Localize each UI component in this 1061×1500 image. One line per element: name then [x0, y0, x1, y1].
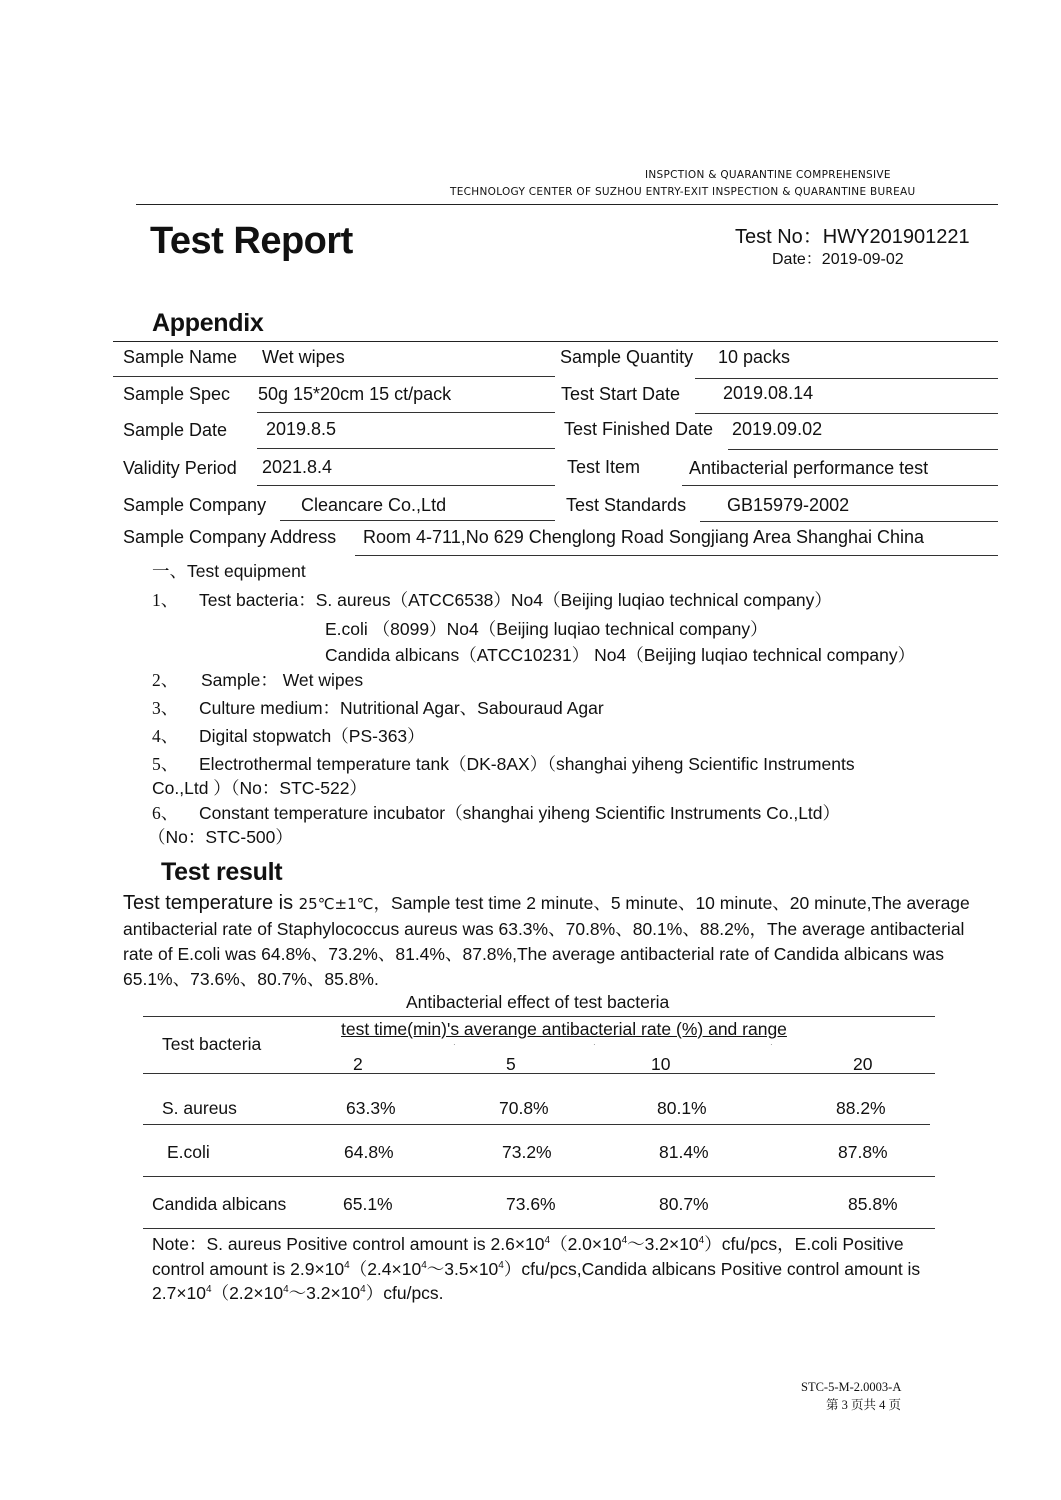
test-bacteria-item: Test bacteria：S. aureus（ATCC6538）No4（Beijing luqiao technical company）	[199, 590, 832, 610]
sample-company-label: Sample Company	[123, 495, 267, 515]
note-value: （2.2×10	[211, 1283, 284, 1303]
sample-quantity-label: Sample Quantity	[560, 347, 694, 367]
note-value: （2.4×10	[349, 1258, 422, 1279]
note-value: ～3.5×10	[426, 1258, 499, 1279]
sample-name-value: Wet wipes	[262, 347, 345, 367]
note-exponent: 4	[498, 1259, 504, 1271]
test-finished-date-value: 2019.09.02	[732, 419, 823, 439]
table-cell: 80.1%	[657, 1098, 707, 1118]
row-divider	[355, 555, 998, 556]
test-standards-label: Test Standards	[566, 495, 687, 515]
table-cell: 80.7%	[659, 1194, 709, 1214]
table-cell: 73.6%	[506, 1194, 556, 1214]
table-cell: 88.2%	[836, 1098, 886, 1118]
table-cell: 85.8%	[848, 1194, 898, 1214]
header-rule	[136, 204, 998, 205]
page-number: 第 3 页共 4 页	[826, 1398, 902, 1412]
test-result-paragraph	[123, 891, 973, 992]
row-divider	[257, 485, 555, 486]
test-bacteria-ecoli: E.coli （8099）No4（Beijing luqiao technical company）	[325, 619, 768, 639]
table-bottom-rule	[143, 1228, 935, 1229]
item-number: 4、	[152, 726, 179, 746]
time-column-10: 10	[651, 1054, 671, 1074]
org-line-1: INSPCTION & QUARANTINE COMPREHENSIVE	[645, 169, 891, 181]
test-standards-value: GB15979-2002	[727, 495, 850, 515]
test-start-date-label: Test Start Date	[561, 384, 681, 404]
note-exponent: 4	[421, 1259, 427, 1271]
company-address-value: Room 4-711,No 629 Chenglong Road Songjiang Area Shanghai China	[363, 527, 925, 547]
time-column-2: 2	[353, 1054, 363, 1074]
note-value: ～3.2×10	[288, 1283, 361, 1303]
note-value: 2.7×10	[152, 1283, 207, 1303]
item-number: 6、	[152, 803, 179, 823]
form-code: STC-5-M-2.0003-A	[801, 1380, 902, 1394]
item-number: 2、	[152, 670, 179, 690]
table-cell: 65.1%	[343, 1194, 393, 1214]
note-value: 2.6×10	[490, 1234, 545, 1254]
company-address-label: Sample Company Address	[123, 527, 337, 547]
incubator-item-cont: （No：STC-500）	[148, 827, 293, 847]
note-value: 2.9×10	[290, 1258, 345, 1279]
note-text: ）cfu/pcs，E.coli Positive control amount is	[152, 1234, 904, 1279]
result-body: ，Sample test time 2 minute、5 minute、10 minute、20 minute,The average antibacterial rate of Staphylococcus aureus was 63.3%、70.8%、80.1%、88.2%，The average antibacterial rate of E.coli was 64.8%、73.2%、81.4%、87.8%,The average antibacterial rate of Candida albicans was 65.1%、73.6%、80.7%、85.8%.	[123, 893, 970, 989]
row-divider	[280, 520, 555, 521]
header-tick: ·	[593, 1040, 596, 1049]
sample-company-value: Cleancare Co.,Ltd	[301, 495, 447, 515]
header-tick: ·	[453, 1040, 456, 1049]
time-column-20: 20	[853, 1054, 873, 1074]
row-divider	[682, 485, 998, 486]
table-cell: 87.8%	[838, 1142, 888, 1162]
sample-item: Sample： Wet wipes	[201, 670, 364, 690]
table-cell: 63.3%	[346, 1098, 396, 1118]
row-divider	[728, 449, 998, 450]
table-cell: 73.2%	[502, 1142, 552, 1162]
test-bacteria-candida: Candida albicans（ATCC10231） No4（Beijing luqiao technical company）	[325, 645, 916, 665]
incubator-item: Constant temperature incubator（shanghai yiheng Scientific Instruments Co.,Ltd）	[199, 803, 841, 823]
table-row-name: Candida albicans	[152, 1194, 287, 1214]
equipment-heading: 一、Test equipment	[152, 561, 306, 581]
item-number: 5、	[152, 754, 179, 774]
table-header-rule	[143, 1073, 935, 1074]
temperature-tank-item-cont: Co.,Ltd ）（No：STC-522）	[152, 778, 367, 798]
validity-period-label: Validity Period	[123, 458, 237, 478]
test-item-label: Test Item	[567, 457, 641, 477]
sample-date-value: 2019.8.5	[266, 419, 337, 439]
appendix-top-rule	[113, 341, 998, 342]
report-date: Date：2019-09-02	[772, 251, 904, 268]
result-temperature: 25℃±1℃	[298, 895, 374, 913]
test-result-heading: Test result	[161, 858, 283, 886]
stopwatch-item: Digital stopwatch（PS-363）	[199, 726, 425, 746]
sample-spec-value: 50g 15*20cm 15 ct/pack	[258, 384, 452, 404]
table-row-name: E.coli	[167, 1142, 210, 1162]
sample-spec-label: Sample Spec	[123, 384, 231, 404]
note-prefix: Note：S. aureus Positive control amount is	[152, 1234, 491, 1254]
item-number: 1、	[152, 590, 179, 610]
result-lead: Test temperature is	[123, 892, 299, 914]
row-divider	[113, 376, 555, 377]
note-exponent: 4	[621, 1235, 628, 1246]
validity-period-value: 2021.8.4	[262, 457, 333, 477]
test-number: Test No：HWY201901221	[735, 226, 970, 248]
header-tick: ·	[770, 1040, 773, 1049]
row-divider	[695, 378, 998, 379]
note-text: ）cfu/pcs.	[365, 1283, 444, 1303]
temperature-tank-item: Electrothermal temperature tank（DK-8AX）（shanghai yiheng Scientific Instruments	[199, 754, 855, 774]
test-item-value: Antibacterial performance test	[689, 458, 929, 478]
note-value: （2.0×10	[550, 1234, 622, 1254]
note-exponent: 4	[206, 1284, 212, 1295]
sample-quantity-value: 10 packs	[718, 347, 791, 367]
time-column-5: 5	[506, 1054, 516, 1074]
note-text: ）cfu/pcs,Candida albicans Positive control amount is	[503, 1258, 921, 1279]
note-exponent: 4	[360, 1284, 366, 1295]
item-number: 3、	[152, 698, 179, 718]
culture-medium-item: Culture medium：Nutritional Agar、Sabouraud Agar	[199, 698, 604, 718]
test-bacteria-header: Test bacteria	[162, 1034, 262, 1054]
row-divider	[257, 448, 555, 449]
note-value: ～3.2×10	[627, 1234, 699, 1254]
table-row-name: S. aureus	[162, 1098, 237, 1118]
table-cell: 81.4%	[659, 1142, 709, 1162]
table-row-rule	[143, 1176, 935, 1177]
row-divider	[700, 521, 998, 522]
note-exponent: 4	[544, 1235, 551, 1246]
table-top-rule	[143, 1016, 935, 1017]
table-caption: Antibacterial effect of test bacteria	[406, 992, 670, 1012]
page-title: Test Report	[150, 220, 353, 262]
org-line-2: TECHNOLOGY CENTER OF SUZHOU ENTRY-EXIT INSPECTION & QUARANTINE BUREAU	[450, 186, 916, 198]
time-group-header: test time(min)'s averange antibacterial rate (%) and range	[341, 1019, 787, 1039]
note-exponent: 4	[283, 1284, 289, 1295]
sample-name-label: Sample Name	[123, 347, 238, 367]
positive-control-note	[152, 1232, 932, 1306]
test-start-date-value: 2019.08.14	[723, 383, 814, 403]
sample-date-label: Sample Date	[123, 420, 228, 440]
note-exponent: 4	[344, 1259, 350, 1271]
table-cell: 70.8%	[499, 1098, 549, 1118]
table-row-rule	[143, 1124, 930, 1125]
appendix-heading: Appendix	[152, 309, 264, 337]
row-divider	[695, 413, 998, 414]
note-exponent: 4	[698, 1235, 705, 1246]
table-cell: 64.8%	[344, 1142, 394, 1162]
row-divider	[257, 412, 555, 413]
test-finished-date-label: Test Finished Date	[564, 419, 714, 439]
